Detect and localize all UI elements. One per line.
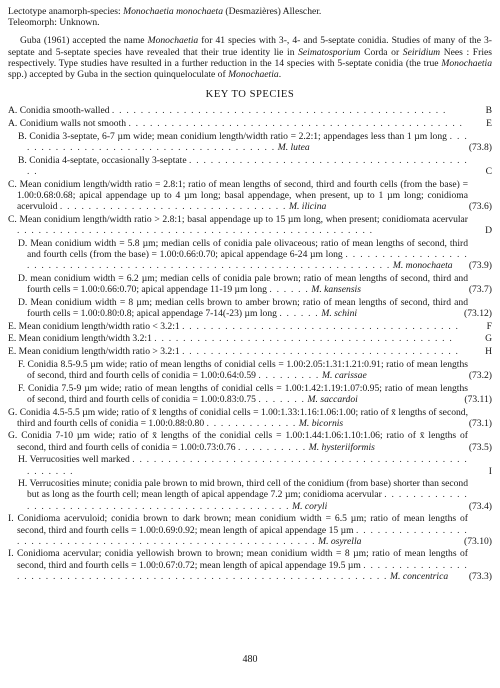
key-entry-leader: . . . . . . . . . . . . . . . . . . . . . . . . . . . . . . . . . . . . . .	[27, 130, 468, 154]
key-entry	[8, 214, 492, 236]
key-entry-lead: F	[486, 320, 492, 332]
key-entry	[8, 297, 492, 319]
guba-paragraph	[8, 35, 492, 80]
key-entry-text: D. Mean conidium width = 5.8 µm; median cells of conidia pale olivaceous; ratio of mean lengths of second, third and fourth cells (from the base) = 1.00:0.66:0.70; apical appendage 6-24 µm long	[18, 237, 468, 260]
key-entry-lead: C	[485, 165, 492, 177]
key-entry	[8, 430, 492, 452]
key-entry-leader: . . . . . . . . . . . . . . . . . . . . . . . . . . . . . . . . . . . . . . . . . . . . . . . . . . . . . . . . . . . . . . . . . . . .	[27, 248, 468, 272]
key-entry	[8, 105, 492, 116]
key-entry-leader: . . . . . . . . . . . . .	[206, 417, 297, 429]
key-entry-lead: (73.3)	[468, 570, 492, 582]
key-entry-leader: . . . . . . . . . . . . . . . . . . . . . . . . . . . . . . . . . . . . . . . . . .	[154, 333, 453, 345]
key-entry	[8, 359, 492, 381]
key-entry-species: M. osyrella	[318, 535, 362, 547]
key-entry-leader: . . . . . . . . . . . . . . . . . . . . . . . . . . . . . . . . . . . . . . . . .	[27, 154, 468, 177]
key-entry-lead: (73.5)	[468, 441, 492, 453]
key-entry	[8, 548, 492, 582]
guba-genus-4: Monochaetia	[441, 57, 492, 69]
guba-genus-5: Monochaetia	[228, 69, 279, 81]
key-entry-lead: (73.9)	[468, 260, 492, 272]
key-entry-species: M. lutea	[277, 142, 310, 154]
key-entry	[8, 333, 492, 344]
key-entry-text: D. Mean conidium width = 8 µm; median cells brown to amber brown; ratio of mean lengths of second, third and fourth cells = 1.00:0.80:0.8; apical appendage 7-14(-23) µm long	[18, 296, 468, 319]
key-entry-species: M. carissae	[321, 369, 367, 381]
key-entry	[8, 346, 492, 357]
key-entry	[8, 179, 492, 213]
key-entry-leader: . . . . . . . . . . . . . . . . . . . . . . . . . . . . . . . . . . . . . . . . . . . . . . . . . . . . . .	[27, 454, 468, 477]
key-entry	[8, 118, 492, 129]
key-entry-species: M. monochaeta	[392, 260, 453, 272]
key-entry-lead: (73.4)	[468, 500, 492, 512]
key-entry-text: F. Conidia 7.5-9 µm wide; ratio of mean lengths of conidial cells = 1.00:1.42:1.19:1.07:0.95; ratio of mean lengths of second, third and fourth cells of conidia = 1.00:0.83:0.75	[18, 382, 468, 405]
key-entry-lead: (73.1)	[468, 417, 492, 429]
key-title: KEY TO SPECIES	[205, 89, 295, 101]
lectotype-species: Monochaetia monochaeta	[123, 6, 224, 17]
key-entry-lead: G	[485, 333, 492, 345]
key-entry-species: M. saccardoi	[307, 393, 358, 405]
key-entry-text: H. Verrucosities well marked	[18, 454, 133, 466]
key-entry	[8, 155, 492, 177]
key-entry-leader: . . . . . . . . . . . . . . . . . . . . . . . . . . . . . . . . . . . . . . . . . . . . . . . . . .	[17, 224, 374, 236]
key-entry-species: M. kansensis	[311, 283, 361, 295]
guba-text-6: .	[278, 69, 282, 81]
key-entry-text: A. Conidium walls not smooth	[8, 118, 129, 130]
key-entry	[8, 273, 492, 295]
key-entry-lead: (73.11)	[464, 393, 492, 405]
species-key	[8, 105, 492, 582]
guba-text-5: spp.) accepted by Guba in the section quinqueloculate of	[8, 69, 229, 81]
lectotype-label: Lectotype anamorph-species:	[8, 6, 124, 17]
guba-genus-1: Monochaetia	[147, 35, 199, 47]
key-entry	[8, 407, 492, 429]
key-entry-lead: D	[485, 224, 492, 236]
key-entry-leader: . . . . . .	[279, 307, 319, 319]
key-entry-leader: . . . . . .	[269, 283, 309, 295]
key-entry-text: G. Conidia 7-10 µm wide; ratio of x̄ lengths of the conidial cells = 1.00:1.44:1.06:1.10:1.06; ratio of x̄ lengths of second, third and fourth cells of conidia = 1.00:0.73:0.76	[8, 430, 468, 453]
key-entry-species: M. schini	[321, 307, 358, 319]
key-entry-species: M. concentrica	[390, 570, 449, 582]
key-entry-text: I. Conidioma acervuloid; conidia brown to dark brown; mean conidium width = 6.5 µm; ratio of mean lengths of second, third and fourth cells = 1.00:0.69:0.92; mean length of apical appendage 15 µm	[8, 513, 468, 536]
key-entry-lead: (73.12)	[464, 307, 492, 319]
key-entry-text: A. Conidia smooth-walled	[8, 105, 112, 117]
key-entry	[8, 321, 492, 332]
key-entry-text: H. Verrucosities minute; conidia pale brown to mid brown, third cell of the conidium (from base) shorter than second but as long as the fourth cell; mean length of apical appendage 7.2 µm; conidioma acervular	[18, 478, 468, 501]
key-entry-leader: . . . . . . . . . .	[237, 441, 307, 453]
key-entry-lead: (73.8)	[468, 142, 492, 154]
key-entry-text: E. Mean conidium length/width 3.2:1	[8, 333, 155, 345]
key-entry-lead: (73.7)	[468, 283, 492, 295]
lectotype-author: (Desmazières) Allescher.	[223, 6, 322, 17]
key-entry	[8, 513, 492, 547]
key-entry-text: G. Conidia 4.5-5.5 µm wide; ratio of x̄ lengths of conidial cells = 1.00:1.33:1.16:1.06:1.00; ratio of x̄ lengths of second, third and fourth cells of conidia = 1.00:0.88:0.80	[8, 406, 468, 429]
key-entry-text: E. Mean conidium length/width ratio > 3.2:1	[8, 345, 183, 357]
key-entry-lead: H	[485, 345, 492, 357]
key-entry	[8, 131, 492, 153]
key-entry-lead: (73.2)	[468, 369, 492, 381]
key-entry	[8, 383, 492, 405]
key-entry	[8, 238, 492, 272]
key-entry-text: B. Conidia 3-septate, 6-7 µm wide; mean conidium length/width ratio = 2.2:1; appendages less than 1 µm long	[18, 130, 450, 142]
key-entry-text: B. Conidia 4-septate, occasionally 3-septate	[18, 154, 190, 166]
guba-text-1: Guba (1961) accepted the name	[20, 35, 148, 47]
key-entry-leader: . . . . . . . . . . . . . . . . . . . . . . . . . . . . . . . . . . . . . . . . . . . . . . .	[111, 105, 447, 117]
key-entry-text: D. mean conidium width = 6.2 µm; median cells of conidia pale brown; ratio of mean lengths of second, third and fourth cells = 1.00:0.66:0.70; apical appendage 11-19 µm long	[18, 272, 468, 295]
key-entry-leader: . . . . . . . . . . . . . . . . . . . . . . . . . . . . . . . . . . . . . . . . . . . . . . . . . . . . . . . . . .	[17, 524, 468, 547]
key-entry	[8, 454, 492, 476]
key-entry-leader: . . . . . . .	[258, 393, 306, 405]
key-entry-text: E. Mean conidium length/width ratio < 3.2:1	[8, 320, 183, 332]
key-entry-lead: B	[485, 105, 492, 117]
key-entry-lead: I	[488, 465, 492, 477]
guba-text-3: Corda or	[360, 46, 403, 58]
key-entry-leader: . . . . . . . . . . . . . . . . . . . . . . . . . . . . . . . . . . . . . . . . . . . . . . .	[128, 118, 464, 130]
key-entry-species: M. bicornis	[298, 417, 344, 429]
guba-genus-2: Seimatosporium	[298, 46, 361, 58]
key-entry-species: M. coryli	[292, 500, 328, 512]
key-entry-lead: E	[486, 118, 492, 130]
key-entry-leader: . . . . . . . . . . . . . . . . . . . . . . . . . . . . . . . . . . . . . . . . . . . . . . . . .	[27, 489, 468, 512]
guba-genus-3: Seiridium	[402, 46, 441, 58]
key-entry-species: M. hysteriiformis	[308, 441, 375, 453]
key-entry-leader: . . . . . . . . . . . . . . . . . . . . . . . . . . . . . . . . . . . . . . .	[182, 320, 460, 332]
key-entry-leader: . . . . . . . . . . . . . . . . . . . . . . . . . . . . . . . . . . . . . . . . . . . . . . . . . . . . . . . . . . . . . . . . . . .	[17, 559, 468, 582]
lectotype-line	[8, 6, 492, 17]
teleomorph-line: Teleomorph: Unknown.	[8, 17, 100, 29]
key-entry-text: C. Mean conidium length/width ratio = 2.8:1; ratio of mean lengths of second, third and fourth cells (from the base) = 1.00:0.68:0.68; apical appendage up to 4 µm long; basal appendage, when present, up to 1 µm long; conidioma acervuloid	[8, 178, 468, 213]
key-entry-leader: . . . . . . . . .	[258, 369, 320, 381]
page-number: 480	[242, 654, 258, 665]
key-entry-text: I. Conidioma acervular; conidia yellowish brown to brown; mean conidium width = 8 µm; ratio of mean lengths of second, third and fourth cells = 1.00:0.67:0.72; mean length of apical appendage 19.5 µm	[8, 548, 468, 571]
key-entry-leader: . . . . . . . . . . . . . . . . . . . . . . . . . . . . . . . . . . . . . . .	[182, 345, 460, 357]
guba-text-4: Nees : Fries respectively. Type studies have resulted in a further reduction in the 14 species with 5-septate conidia (the true	[8, 46, 492, 69]
document-page	[8, 6, 492, 584]
key-entry-lead: (73.10)	[464, 535, 492, 547]
key-entry-leader: . . . . . . . . . . . . . . . . . . . . . . . . . . . . . . . .	[59, 201, 287, 213]
key-entry-text: C. Mean conidium length/width ratio > 2.8:1; basal appendage up to 15 µm long, when present; conidiomata acervular	[8, 213, 468, 225]
key-entry	[8, 478, 492, 512]
key-entry-species: M. ilicina	[289, 201, 327, 213]
guba-text-2: for 41 species with 3-, 4- and 5-septate conidia. Studies of many of the 3-septate and 5-septate species have revealed that their true identity lie in	[8, 35, 492, 58]
key-entry-lead: (73.6)	[468, 201, 492, 213]
key-entry-text: F. Conidia 8.5-9.5 µm wide; ratio of mean lengths of conidial cells = 1.00:2.05:1.31:1.21:0.91; ratio of mean lengths of second, third and fourth cells of conidia = 1.00:0.64:0.59	[18, 358, 468, 381]
